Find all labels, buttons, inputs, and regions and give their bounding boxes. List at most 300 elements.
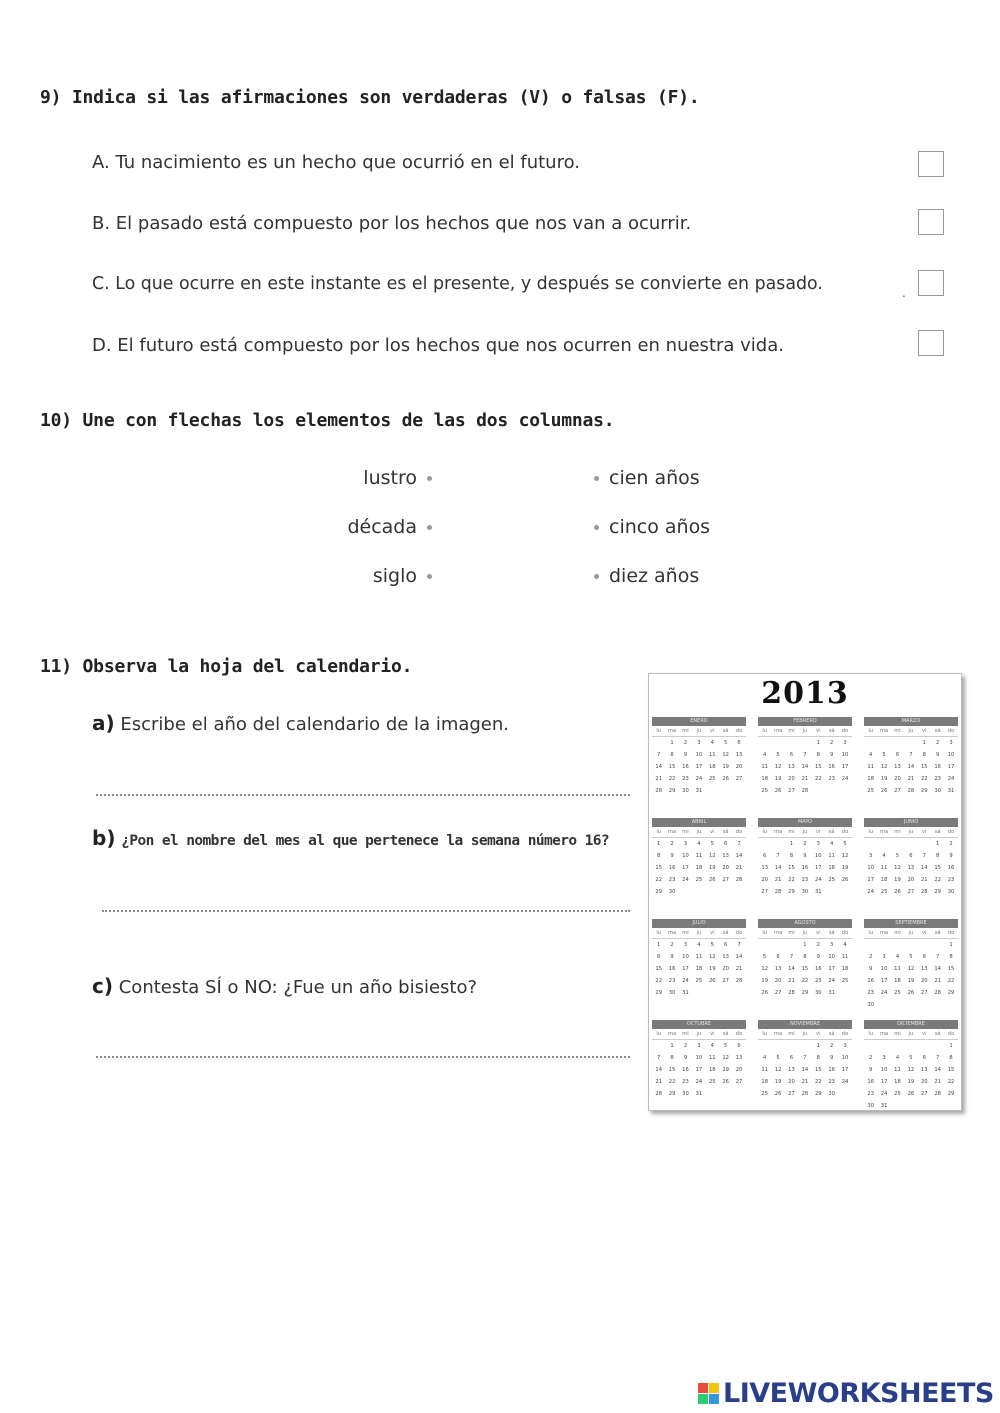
calendar-day: 8 bbox=[803, 954, 807, 960]
calendar-weekday: mi bbox=[785, 726, 798, 737]
match-dot[interactable] bbox=[594, 476, 599, 481]
calendar-week-row bbox=[652, 963, 746, 975]
calendar-week-row bbox=[864, 886, 958, 898]
calendar-day: 19 bbox=[774, 1079, 782, 1085]
calendar-day bbox=[719, 987, 732, 999]
calendar-month bbox=[652, 1020, 746, 1100]
calendar-day: 6 bbox=[895, 752, 900, 758]
calendar-week-row bbox=[758, 785, 852, 797]
calendar-day: 24 bbox=[880, 990, 888, 996]
calendar-day: 13 bbox=[774, 966, 782, 972]
calendar-day bbox=[758, 1040, 771, 1052]
calendar-day: 13 bbox=[722, 853, 729, 859]
calendar-day: 5 bbox=[909, 1055, 913, 1061]
calendar-day bbox=[706, 886, 719, 898]
calendar-day: 18 bbox=[708, 1067, 716, 1073]
calendar-day bbox=[838, 886, 851, 898]
calendar-weekday: lu bbox=[864, 928, 877, 939]
calendar-week-row bbox=[652, 749, 746, 761]
calendar-day bbox=[706, 987, 719, 999]
calendar-day: 8 bbox=[670, 752, 674, 758]
calendar-week-row bbox=[864, 963, 958, 975]
question-11a bbox=[92, 711, 509, 735]
calendar-day: 15 bbox=[668, 1067, 676, 1073]
calendar-month bbox=[758, 717, 852, 797]
calendar-day: 30 bbox=[947, 889, 955, 895]
calendar-day: 12 bbox=[841, 853, 849, 859]
statement-c: C. Lo que ocurre en este instante es el presente, y después se convierte en pasado. bbox=[92, 274, 823, 294]
calendar-day: 14 bbox=[920, 865, 928, 871]
calendar-day: 23 bbox=[867, 1091, 874, 1097]
calendar-weekday: ma bbox=[877, 827, 890, 838]
calendar-weekday: mi bbox=[785, 827, 798, 838]
match-right-cinco[interactable] bbox=[594, 516, 710, 538]
calendar-day: 28 bbox=[774, 889, 782, 895]
calendar-day: 10 bbox=[814, 853, 822, 859]
calendar-month bbox=[758, 818, 852, 898]
calendar-day: 20 bbox=[907, 877, 915, 883]
calendar-month-name: FEBRERO bbox=[758, 717, 852, 726]
match-dot[interactable] bbox=[427, 476, 432, 481]
match-dot[interactable] bbox=[594, 525, 599, 530]
calendar-day: 27 bbox=[788, 1091, 795, 1097]
calendar-month bbox=[758, 919, 852, 999]
calendar-day: 12 bbox=[708, 853, 716, 859]
calendar-day: 12 bbox=[894, 865, 901, 871]
calendar-day: 8 bbox=[657, 954, 661, 960]
calendar-day: 21 bbox=[788, 978, 795, 984]
calendar-day: 30 bbox=[801, 889, 809, 895]
calendar-day: 26 bbox=[708, 978, 716, 984]
calendar-day: 20 bbox=[774, 978, 782, 984]
calendar-day: 1 bbox=[657, 942, 661, 948]
match-right-label: cien años bbox=[609, 467, 700, 489]
calendar-day: 19 bbox=[761, 978, 768, 984]
calendar-day: 27 bbox=[735, 776, 743, 782]
calendar-day bbox=[771, 939, 784, 951]
calendar-day: 18 bbox=[708, 764, 716, 770]
calendar-weekday: do bbox=[944, 928, 957, 939]
calendar-day: 10 bbox=[841, 1055, 849, 1061]
calendar-day: 14 bbox=[934, 966, 941, 972]
calendar-day: 29 bbox=[934, 889, 941, 895]
calendar-day: 21 bbox=[907, 776, 915, 782]
calendar-day: 19 bbox=[722, 764, 729, 770]
calendar-day: 13 bbox=[788, 1067, 795, 1073]
calendar-day: 23 bbox=[828, 1079, 835, 1085]
question-11-title: 11) Observa la hoja del calendario. bbox=[40, 656, 413, 677]
calendar-day: 11 bbox=[894, 1067, 901, 1073]
calendar-day: 25 bbox=[894, 990, 901, 996]
calendar-day: 18 bbox=[761, 776, 768, 782]
calendar-day: 11 bbox=[695, 954, 703, 960]
calendar-day: 18 bbox=[761, 1079, 768, 1085]
calendar-day: 25 bbox=[841, 978, 849, 984]
calendar-weekday: lu bbox=[758, 827, 771, 838]
calendar-day bbox=[758, 838, 771, 850]
calendar-day: 17 bbox=[682, 966, 689, 972]
match-left-lustro[interactable] bbox=[363, 467, 432, 489]
calendar-day bbox=[732, 1088, 745, 1100]
calendar-weekday: mi bbox=[679, 1029, 692, 1040]
calendar-day: 14 bbox=[907, 764, 915, 770]
calendar-week-row bbox=[758, 939, 852, 951]
calendar-day: 17 bbox=[867, 877, 874, 883]
calendar-day bbox=[838, 1088, 851, 1100]
calendar-day: 29 bbox=[668, 788, 676, 794]
calendar-weekday: sá bbox=[825, 928, 838, 939]
calendar-day bbox=[652, 737, 665, 749]
calendar-day: 20 bbox=[894, 776, 901, 782]
calendar-day bbox=[692, 987, 705, 999]
calendar-weekday-row bbox=[758, 1029, 852, 1040]
calendar-day: 16 bbox=[934, 764, 941, 770]
calendar-weekday: lu bbox=[864, 827, 877, 838]
calendar-weekday: do bbox=[838, 928, 851, 939]
calendar-day: 22 bbox=[668, 1079, 676, 1085]
checkbox-d[interactable] bbox=[918, 330, 944, 356]
calendar-day: 21 bbox=[801, 1079, 809, 1085]
calendar-day: 25 bbox=[708, 776, 716, 782]
calendar-day: 13 bbox=[788, 764, 795, 770]
calendar-day: 7 bbox=[657, 1055, 661, 1061]
calendar-day: 12 bbox=[761, 966, 768, 972]
calendar-day: 25 bbox=[880, 889, 888, 895]
calendar-day: 9 bbox=[829, 1055, 834, 1061]
calendar-week-row bbox=[758, 862, 852, 874]
calendar-month bbox=[864, 919, 958, 1011]
calendar-week-row bbox=[864, 1064, 958, 1076]
calendar-day: 23 bbox=[801, 877, 809, 883]
match-dot[interactable] bbox=[427, 574, 432, 579]
calendar-day: 13 bbox=[907, 865, 915, 871]
calendar-day: 24 bbox=[814, 877, 822, 883]
match-dot[interactable] bbox=[594, 574, 599, 579]
calendar-week-row bbox=[652, 785, 746, 797]
calendar-month-name: MARZO bbox=[864, 717, 958, 726]
calendar-day: 22 bbox=[801, 978, 809, 984]
checkbox-c[interactable] bbox=[918, 270, 944, 296]
calendar-day: 16 bbox=[814, 966, 822, 972]
calendar-day: 27 bbox=[722, 978, 729, 984]
calendar-day: 8 bbox=[657, 853, 661, 859]
calendar-weekday-row bbox=[652, 1029, 746, 1040]
calendar-week-row bbox=[864, 1040, 958, 1052]
calendar-month-name: ABRIL bbox=[652, 818, 746, 827]
calendar-day bbox=[798, 1040, 811, 1052]
calendar-weekday: mi bbox=[891, 1029, 904, 1040]
calendar-weekday: ma bbox=[665, 1029, 678, 1040]
match-right-diez[interactable] bbox=[594, 565, 699, 587]
sub-letter-a: a) bbox=[92, 711, 115, 735]
calendar-day: 24 bbox=[695, 1079, 703, 1085]
calendar-day: 9 bbox=[683, 752, 688, 758]
calendar-day: 3 bbox=[843, 740, 847, 746]
calendar-day: 26 bbox=[774, 788, 782, 794]
calendar-weekday: ju bbox=[692, 726, 705, 737]
calendar-day: 20 bbox=[722, 966, 729, 972]
match-left-label: siglo bbox=[372, 565, 417, 587]
calendar-day: 28 bbox=[655, 1091, 662, 1097]
calendar-day: 30 bbox=[934, 788, 941, 794]
calendar-day: 6 bbox=[723, 942, 728, 948]
calendar-day: 2 bbox=[949, 841, 953, 847]
calendar-day: 3 bbox=[683, 942, 688, 948]
calendar-weekday: ju bbox=[904, 726, 917, 737]
calendar-day bbox=[877, 999, 890, 1011]
calendar-day: 17 bbox=[947, 764, 955, 770]
calendar-day: 31 bbox=[828, 990, 835, 996]
calendar-day: 11 bbox=[708, 1055, 716, 1061]
calendar-week-row bbox=[652, 951, 746, 963]
calendar-weekday: lu bbox=[652, 1029, 665, 1040]
calendar-day bbox=[758, 939, 771, 951]
calendar-day: 12 bbox=[774, 764, 782, 770]
calendar-day: 18 bbox=[880, 877, 888, 883]
calendar-day: 9 bbox=[803, 853, 807, 859]
calendar-day: 22 bbox=[655, 978, 662, 984]
calendar-week-row bbox=[864, 785, 958, 797]
calendar-day: 10 bbox=[841, 752, 849, 758]
calendar-day: 29 bbox=[655, 990, 662, 996]
calendar-month-name: JUNIO bbox=[864, 818, 958, 827]
calendar-day: 9 bbox=[949, 853, 953, 859]
calendar-day bbox=[732, 785, 745, 797]
calendar-week-row bbox=[758, 1088, 852, 1100]
calendar-day: 29 bbox=[668, 1091, 676, 1097]
statement-a: A. Tu nacimiento es un hecho que ocurrió en el futuro. bbox=[92, 152, 581, 173]
calendar-day: 10 bbox=[682, 954, 689, 960]
match-right-cien[interactable] bbox=[594, 467, 700, 489]
question-11a-text: Escribe el año del calendario de la imagen. bbox=[120, 714, 510, 735]
calendar-weekday: vi bbox=[812, 928, 825, 939]
calendar-day: 3 bbox=[843, 1043, 847, 1049]
calendar-day: 3 bbox=[697, 1043, 701, 1049]
calendar-day: 4 bbox=[763, 752, 767, 758]
calendar-day: 10 bbox=[947, 752, 955, 758]
calendar-day bbox=[864, 737, 877, 749]
calendar-day bbox=[931, 1040, 944, 1052]
calendar-week-row bbox=[652, 1076, 746, 1088]
calendar-day bbox=[652, 1040, 665, 1052]
calendar-day: 17 bbox=[814, 865, 822, 871]
calendar-week-row bbox=[864, 838, 958, 850]
answer-line-a[interactable] bbox=[96, 792, 630, 796]
calendar-day: 1 bbox=[803, 942, 807, 948]
calendar-day: 26 bbox=[880, 788, 888, 794]
calendar-weekday: mi bbox=[679, 827, 692, 838]
calendar-weekday: sá bbox=[719, 928, 732, 939]
calendar-day: 16 bbox=[828, 764, 835, 770]
calendar-day: 1 bbox=[816, 1043, 820, 1049]
calendar-day: 24 bbox=[828, 978, 835, 984]
calendar-day: 8 bbox=[816, 1055, 820, 1061]
calendar-day: 30 bbox=[682, 1091, 689, 1097]
calendar-weekday: ju bbox=[692, 1029, 705, 1040]
calendar-day: 14 bbox=[735, 853, 743, 859]
sub-letter-c: c) bbox=[92, 974, 113, 998]
calendar-week-row bbox=[652, 1040, 746, 1052]
calendar-day: 16 bbox=[668, 966, 676, 972]
calendar-weekday: lu bbox=[864, 726, 877, 737]
calendar-week-row bbox=[758, 1076, 852, 1088]
calendar-day bbox=[838, 785, 851, 797]
calendar-day bbox=[864, 939, 877, 951]
calendar-day: 10 bbox=[682, 853, 689, 859]
calendar-day: 5 bbox=[723, 1043, 728, 1049]
calendar-weekday: ju bbox=[798, 726, 811, 737]
calendar-weekday-row bbox=[652, 827, 746, 838]
calendar-day: 21 bbox=[934, 978, 941, 984]
calendar-day: 19 bbox=[907, 1079, 915, 1085]
calendar-month-name: DICIEMBRE bbox=[864, 1020, 958, 1029]
calendar-day: 14 bbox=[655, 1067, 662, 1073]
calendar-weekday: vi bbox=[918, 928, 931, 939]
calendar-weekday: mi bbox=[785, 1029, 798, 1040]
calendar-day: 21 bbox=[655, 1079, 662, 1085]
calendar-weekday: vi bbox=[812, 827, 825, 838]
calendar-day bbox=[706, 785, 719, 797]
calendar-week-row bbox=[864, 987, 958, 999]
calendar-week-row bbox=[758, 761, 852, 773]
calendar-weekday: mi bbox=[891, 928, 904, 939]
calendar-day: 30 bbox=[867, 1002, 874, 1008]
calendar-day: 13 bbox=[722, 954, 729, 960]
calendar-day: 9 bbox=[869, 966, 873, 972]
calendar-weekday: mi bbox=[891, 827, 904, 838]
calendar-day bbox=[771, 737, 784, 749]
calendar-day bbox=[877, 737, 890, 749]
calendar-month-name: OCTUBRE bbox=[652, 1020, 746, 1029]
calendar-day: 3 bbox=[683, 841, 688, 847]
calendar-day: 5 bbox=[843, 841, 847, 847]
calendar-day: 19 bbox=[774, 776, 782, 782]
calendar-day: 23 bbox=[828, 776, 835, 782]
calendar-day bbox=[679, 886, 692, 898]
calendar-weekday: ma bbox=[877, 1029, 890, 1040]
calendar-day: 11 bbox=[880, 865, 888, 871]
calendar-day: 23 bbox=[814, 978, 822, 984]
calendar-day: 2 bbox=[869, 954, 873, 960]
calendar-day bbox=[825, 785, 838, 797]
calendar-day: 16 bbox=[867, 1079, 874, 1085]
calendar-week-row bbox=[758, 975, 852, 987]
calendar-week-row bbox=[864, 1100, 958, 1112]
calendar-day: 21 bbox=[934, 1079, 941, 1085]
calendar-week-row bbox=[758, 886, 852, 898]
calendar-week-row bbox=[758, 1052, 852, 1064]
calendar-week-row bbox=[652, 1088, 746, 1100]
calendar-weekday: sá bbox=[931, 827, 944, 838]
calendar-week-row bbox=[864, 951, 958, 963]
calendar-weekday: vi bbox=[812, 1029, 825, 1040]
calendar-day: 26 bbox=[722, 776, 729, 782]
calendar-day: 30 bbox=[682, 788, 689, 794]
calendar-day bbox=[918, 838, 931, 850]
calendar-weekday: mi bbox=[785, 928, 798, 939]
checkbox-b[interactable] bbox=[918, 209, 944, 235]
question-11b-text: ¿Pon el nombre del mes al que pertenece la semana número 16? bbox=[121, 833, 609, 849]
calendar-day: 20 bbox=[735, 764, 743, 770]
calendar-day: 31 bbox=[814, 889, 822, 895]
match-left-decada[interactable] bbox=[347, 516, 432, 538]
answer-line-c[interactable] bbox=[96, 1054, 630, 1058]
checkbox-a[interactable] bbox=[918, 151, 944, 177]
match-left-label: década bbox=[347, 516, 417, 538]
calendar-day: 29 bbox=[814, 1091, 822, 1097]
calendar-weekday: ma bbox=[877, 726, 890, 737]
calendar-day: 29 bbox=[947, 1091, 955, 1097]
calendar-day: 6 bbox=[737, 1043, 741, 1049]
calendar-month-name: AGOSTO bbox=[758, 919, 852, 928]
calendar-day: 12 bbox=[722, 1055, 729, 1061]
calendar-week-row bbox=[652, 773, 746, 785]
calendar-day: 7 bbox=[737, 841, 741, 847]
calendar-day: 11 bbox=[761, 764, 768, 770]
calendar-month bbox=[652, 919, 746, 999]
calendar-day: 15 bbox=[801, 966, 809, 972]
calendar-month-name: MAYO bbox=[758, 818, 852, 827]
calendar-day: 12 bbox=[880, 764, 888, 770]
calendar-day: 15 bbox=[668, 764, 676, 770]
calendar-day: 5 bbox=[763, 954, 767, 960]
calendar-day bbox=[944, 999, 957, 1011]
calendar-week-row bbox=[652, 1052, 746, 1064]
calendar-week-row bbox=[864, 773, 958, 785]
calendar-day: 2 bbox=[816, 942, 820, 948]
calendar-day: 7 bbox=[737, 942, 741, 948]
calendar-day: 27 bbox=[894, 788, 901, 794]
calendar-day: 2 bbox=[670, 841, 674, 847]
calendar-weekday: sá bbox=[825, 1029, 838, 1040]
calendar-weekday: ju bbox=[692, 827, 705, 838]
calendar-weekday: do bbox=[838, 1029, 851, 1040]
calendar-day: 10 bbox=[880, 1067, 888, 1073]
calendar-day: 19 bbox=[880, 776, 888, 782]
calendar-weekday: do bbox=[944, 827, 957, 838]
calendar-day: 15 bbox=[814, 764, 822, 770]
calendar-day: 21 bbox=[801, 776, 809, 782]
calendar-day: 20 bbox=[920, 978, 928, 984]
calendar-day: 5 bbox=[909, 954, 913, 960]
calendar-day: 24 bbox=[880, 1091, 888, 1097]
calendar-weekday: ju bbox=[798, 928, 811, 939]
calendar-week-row bbox=[652, 838, 746, 850]
calendar-day bbox=[719, 785, 732, 797]
calendar-weekday: do bbox=[838, 726, 851, 737]
calendar-day: 28 bbox=[801, 788, 809, 794]
calendar-day: 16 bbox=[947, 865, 955, 871]
calendar-week-row bbox=[652, 939, 746, 951]
calendar-day: 7 bbox=[803, 752, 807, 758]
calendar-day bbox=[931, 1100, 944, 1112]
calendar-day: 16 bbox=[828, 1067, 835, 1073]
match-left-siglo[interactable] bbox=[373, 565, 432, 587]
answer-line-b[interactable] bbox=[102, 908, 630, 912]
calendar-day: 15 bbox=[655, 966, 662, 972]
calendar-day: 23 bbox=[682, 776, 689, 782]
calendar-weekday: do bbox=[944, 1029, 957, 1040]
match-dot[interactable] bbox=[427, 525, 432, 530]
calendar-weekday: vi bbox=[706, 928, 719, 939]
calendar-day: 7 bbox=[909, 752, 913, 758]
calendar-day: 18 bbox=[867, 776, 874, 782]
calendar-day: 28 bbox=[735, 978, 743, 984]
calendar-day: 11 bbox=[695, 853, 703, 859]
calendar-day bbox=[771, 1040, 784, 1052]
calendar-week-row bbox=[864, 749, 958, 761]
calendar-weekday: sá bbox=[825, 726, 838, 737]
